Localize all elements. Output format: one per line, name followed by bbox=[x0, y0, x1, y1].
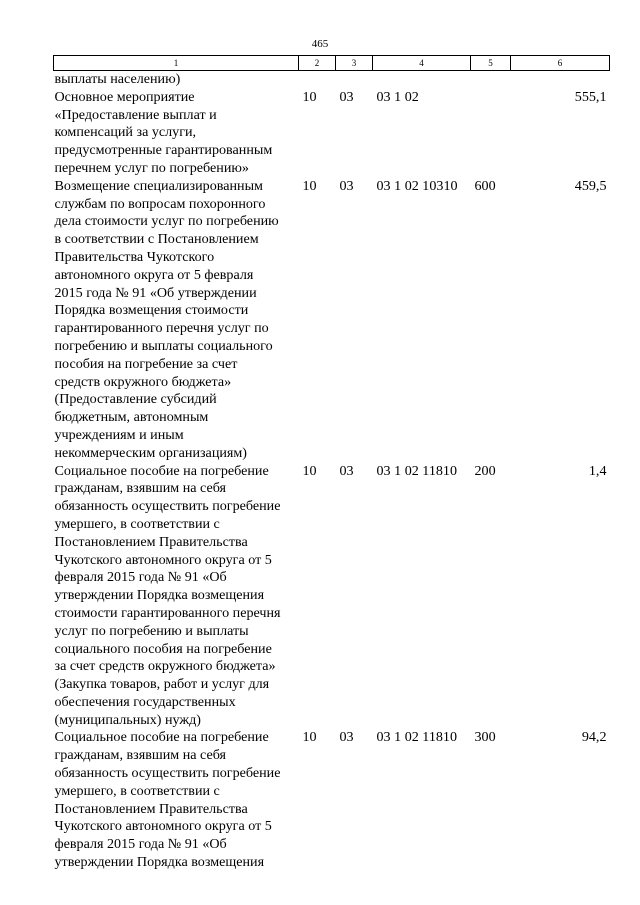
row-target-article: 03 1 02 bbox=[376, 88, 419, 105]
row-expense-type: 200 bbox=[474, 462, 496, 479]
column-3-header: 3 bbox=[336, 56, 373, 71]
row-subsection: 03 bbox=[339, 177, 354, 194]
table-row bbox=[54, 463, 610, 730]
row-amount: 555,1 bbox=[574, 88, 607, 105]
row-section: 10 bbox=[302, 88, 317, 105]
row-amount: 459,5 bbox=[574, 177, 607, 194]
row-target-article: 03 1 02 11810 bbox=[376, 462, 458, 479]
table-row bbox=[54, 89, 610, 178]
column-6-header: 6 bbox=[511, 56, 610, 71]
row-expense-type bbox=[471, 71, 511, 89]
row-expense-type: 300 bbox=[474, 729, 496, 746]
column-5-header: 5 bbox=[471, 56, 511, 71]
column-number-row bbox=[54, 56, 610, 71]
row-section bbox=[299, 71, 336, 89]
row-description: Основное мероприятие «Предоставление выплат и компенсаций за услуги, предусмотренные гарантированным перечнем услуг по погребению» bbox=[54, 88, 273, 176]
table-row bbox=[54, 71, 610, 89]
row-section: 10 bbox=[302, 462, 317, 479]
row-description: Возмещение специализированным службам по вопросам похоронного дела стоимости услуг по погребению в соответствии с Постановлением Правительства Чукотского автономного округа от 5 февраля 2015 года № 91 «Об утверждении Порядка возмещения стоимости гарантированного перечня услуг по погребению и выплаты социального пособия на погребение за счет средств окружного бюджета» (Предоставление субсидий бюджетным, автономным учреждениям и иным некоммерческим организациям) bbox=[54, 177, 279, 461]
table-row bbox=[54, 178, 610, 463]
row-amount bbox=[511, 71, 610, 89]
row-description: выплаты населению) bbox=[54, 71, 181, 87]
row-amount: 94,2 bbox=[581, 729, 607, 746]
row-target-article bbox=[373, 71, 471, 89]
row-expense-type: 600 bbox=[474, 177, 496, 194]
budget-table bbox=[53, 55, 610, 872]
row-expense-type bbox=[471, 89, 511, 178]
table-row bbox=[54, 729, 610, 871]
row-section: 10 bbox=[302, 177, 317, 194]
row-subsection: 03 bbox=[339, 462, 354, 479]
row-subsection: 03 bbox=[339, 88, 354, 105]
row-section: 10 bbox=[302, 729, 317, 746]
row-target-article: 03 1 02 11810 bbox=[376, 729, 458, 746]
row-description: Социальное пособие на погребение гражданам, взявшим на себя обязанность осуществить погребение умершего, в соответствии с Постановлением Правительства Чукотского автономного округа от 5 февраля 2015 года № 91 «Об утверждении Порядка возмещения bbox=[54, 729, 281, 871]
row-description: Социальное пособие на погребение гражданам, взявшим на себя обязанность осуществить погребение умершего, в соответствии с Постановлением Правительства Чукотского автономного округа от 5 февраля 2015 года № 91 «Об утверждении Порядка возмещения стоимости гарантированного перечня услуг по погребению и выплаты социального пособия на погребение за счет средств окружного бюджета» (Закупка товаров, работ и услуг для обеспечения государственных (муниципальных) нужд) bbox=[54, 462, 281, 728]
row-subsection bbox=[336, 71, 373, 89]
column-4-header: 4 bbox=[373, 56, 471, 71]
row-subsection: 03 bbox=[339, 729, 354, 746]
row-target-article: 03 1 02 10310 bbox=[376, 177, 458, 194]
row-amount: 1,4 bbox=[588, 462, 607, 479]
page-number: 465 bbox=[311, 38, 329, 50]
column-2-header: 2 bbox=[299, 56, 336, 71]
column-1-header: 1 bbox=[54, 56, 299, 71]
